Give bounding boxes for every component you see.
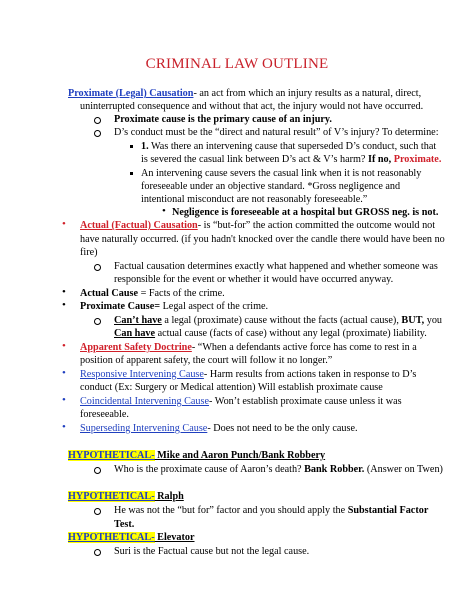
hypothetical-heading: HYPOTHETICAL- Ralph [68, 491, 184, 502]
text-line: foreseeable under an objective standard. *Gross negligence and [141, 181, 401, 192]
circle-bullet-icon [94, 467, 101, 474]
proximate-causation-definition: Proximate (Legal) Causation- an act from which an injury results as a natural, direct, [68, 88, 422, 99]
responsive-intervening-cause: Responsive Intervening Cause- Harm results from actions taken in response to D’s [80, 369, 417, 380]
text-line: D’s conduct must be the “direct and natural result” of V’s injury? To determine: [114, 127, 439, 138]
text-line: foreseeable. [80, 409, 129, 420]
text-line: Proximate cause is the primary cause of an injury. [114, 114, 332, 125]
text-line: Can’t have a legal (proximate) cause without the facts (actual cause), BUT, you [114, 315, 442, 326]
circle-bullet-icon [94, 508, 101, 515]
text-line: Actual Cause = Facts of the crime. [80, 288, 225, 299]
text-line: conduct (Ex: Surgery or Medical attention) Will establish proximate cause [80, 382, 383, 393]
text-line: uninterrupted consequence and without that act, the injury would not have occurred. [80, 101, 424, 112]
apparent-safety-term: Apparent Safety Doctrine [80, 342, 192, 353]
text-line: is severed the casual link between D’s act & V’s harm? If no, Proximate. [141, 154, 442, 165]
hypothetical-label: HYPOTHETICAL- [68, 491, 155, 502]
text-line: An intervening cause severs the casual link when it is not reasonably [141, 168, 422, 179]
actual-causation-term: Actual (Factual) Causation [80, 220, 198, 231]
circle-bullet-icon [94, 264, 101, 271]
coincidental-intervening-cause: Coincidental Intervening Cause- Won’t establish proximate cause unless it was [80, 396, 402, 407]
hypothetical-heading: HYPOTHETICAL- Elevator [68, 532, 195, 543]
circle-bullet-icon [94, 318, 101, 325]
text-line: intentional misconduct are not reasonably foreseeable.” [141, 194, 368, 205]
page-title: CRIMINAL LAW OUTLINE [145, 56, 329, 72]
circle-bullet-icon [94, 117, 101, 124]
star-bullet-icon: • [62, 394, 66, 406]
text-line: Factual causation determines exactly what happened and whether someone was [114, 261, 438, 272]
hypothetical-label: HYPOTHETICAL- [68, 532, 155, 543]
star-bullet-icon: • [62, 421, 66, 433]
text-line: Suri is the Factual cause but not the legal cause. [114, 546, 310, 557]
text-line: Who is the proximate cause of Aaron’s death? Bank Robber. (Answer on Twen) [114, 464, 443, 475]
text-line: responsible for the event or whether it would have occurred anyway. [114, 274, 394, 285]
star-bullet-icon: • [162, 205, 166, 217]
text-line: fire) [80, 247, 98, 258]
star-bullet-icon: • [62, 218, 66, 230]
text-line: have naturally occurred. (if you hadn't knocked over the candle there would have been no [80, 234, 445, 245]
text-line: position of apparent safety, the court will follow it no longer.” [80, 355, 333, 366]
square-bullet-icon [130, 145, 133, 148]
square-bullet-icon [130, 172, 133, 175]
text-line: He was not the “but for” factor and you should apply the Substantial Factor [114, 505, 429, 516]
hypothetical-label: HYPOTHETICAL- [68, 450, 155, 461]
actual-causation-definition: Actual (Factual) Causation- is “but-for” the action committed the outcome would not [80, 220, 436, 231]
star-bullet-icon: • [62, 286, 66, 298]
text-line: Negligence is foreseeable at a hospital but GROSS neg. is not. [172, 207, 439, 218]
coincidental-intervening-term: Coincidental Intervening Cause [80, 396, 210, 407]
circle-bullet-icon [94, 549, 101, 556]
superseding-intervening-cause: Superseding Intervening Cause- Does not need to be the only cause. [80, 423, 358, 434]
text-line: Can have actual cause (facts of case) without any legal (proximate) liability. [114, 328, 427, 339]
text-line: Test. [114, 519, 135, 530]
proximate-causation-term: Proximate (Legal) Causation [68, 88, 194, 99]
superseding-intervening-term: Superseding Intervening Cause [80, 423, 208, 434]
responsive-intervening-term: Responsive Intervening Cause [80, 369, 204, 380]
hypothetical-heading: HYPOTHETICAL- Mike and Aaron Punch/Bank Robbery [68, 450, 326, 461]
circle-bullet-icon [94, 130, 101, 137]
apparent-safety-doctrine: Apparent Safety Doctrine- “When a defendants active force has come to rest in a [80, 342, 417, 353]
text-line: 1. Was there an intervening cause that superseded D’s conduct, such that [141, 141, 437, 152]
text-line: Proximate Cause= Legal aspect of the crime. [80, 301, 269, 312]
star-bullet-icon: • [62, 367, 66, 379]
star-bullet-icon: • [62, 340, 66, 352]
star-bullet-icon: • [62, 299, 66, 311]
